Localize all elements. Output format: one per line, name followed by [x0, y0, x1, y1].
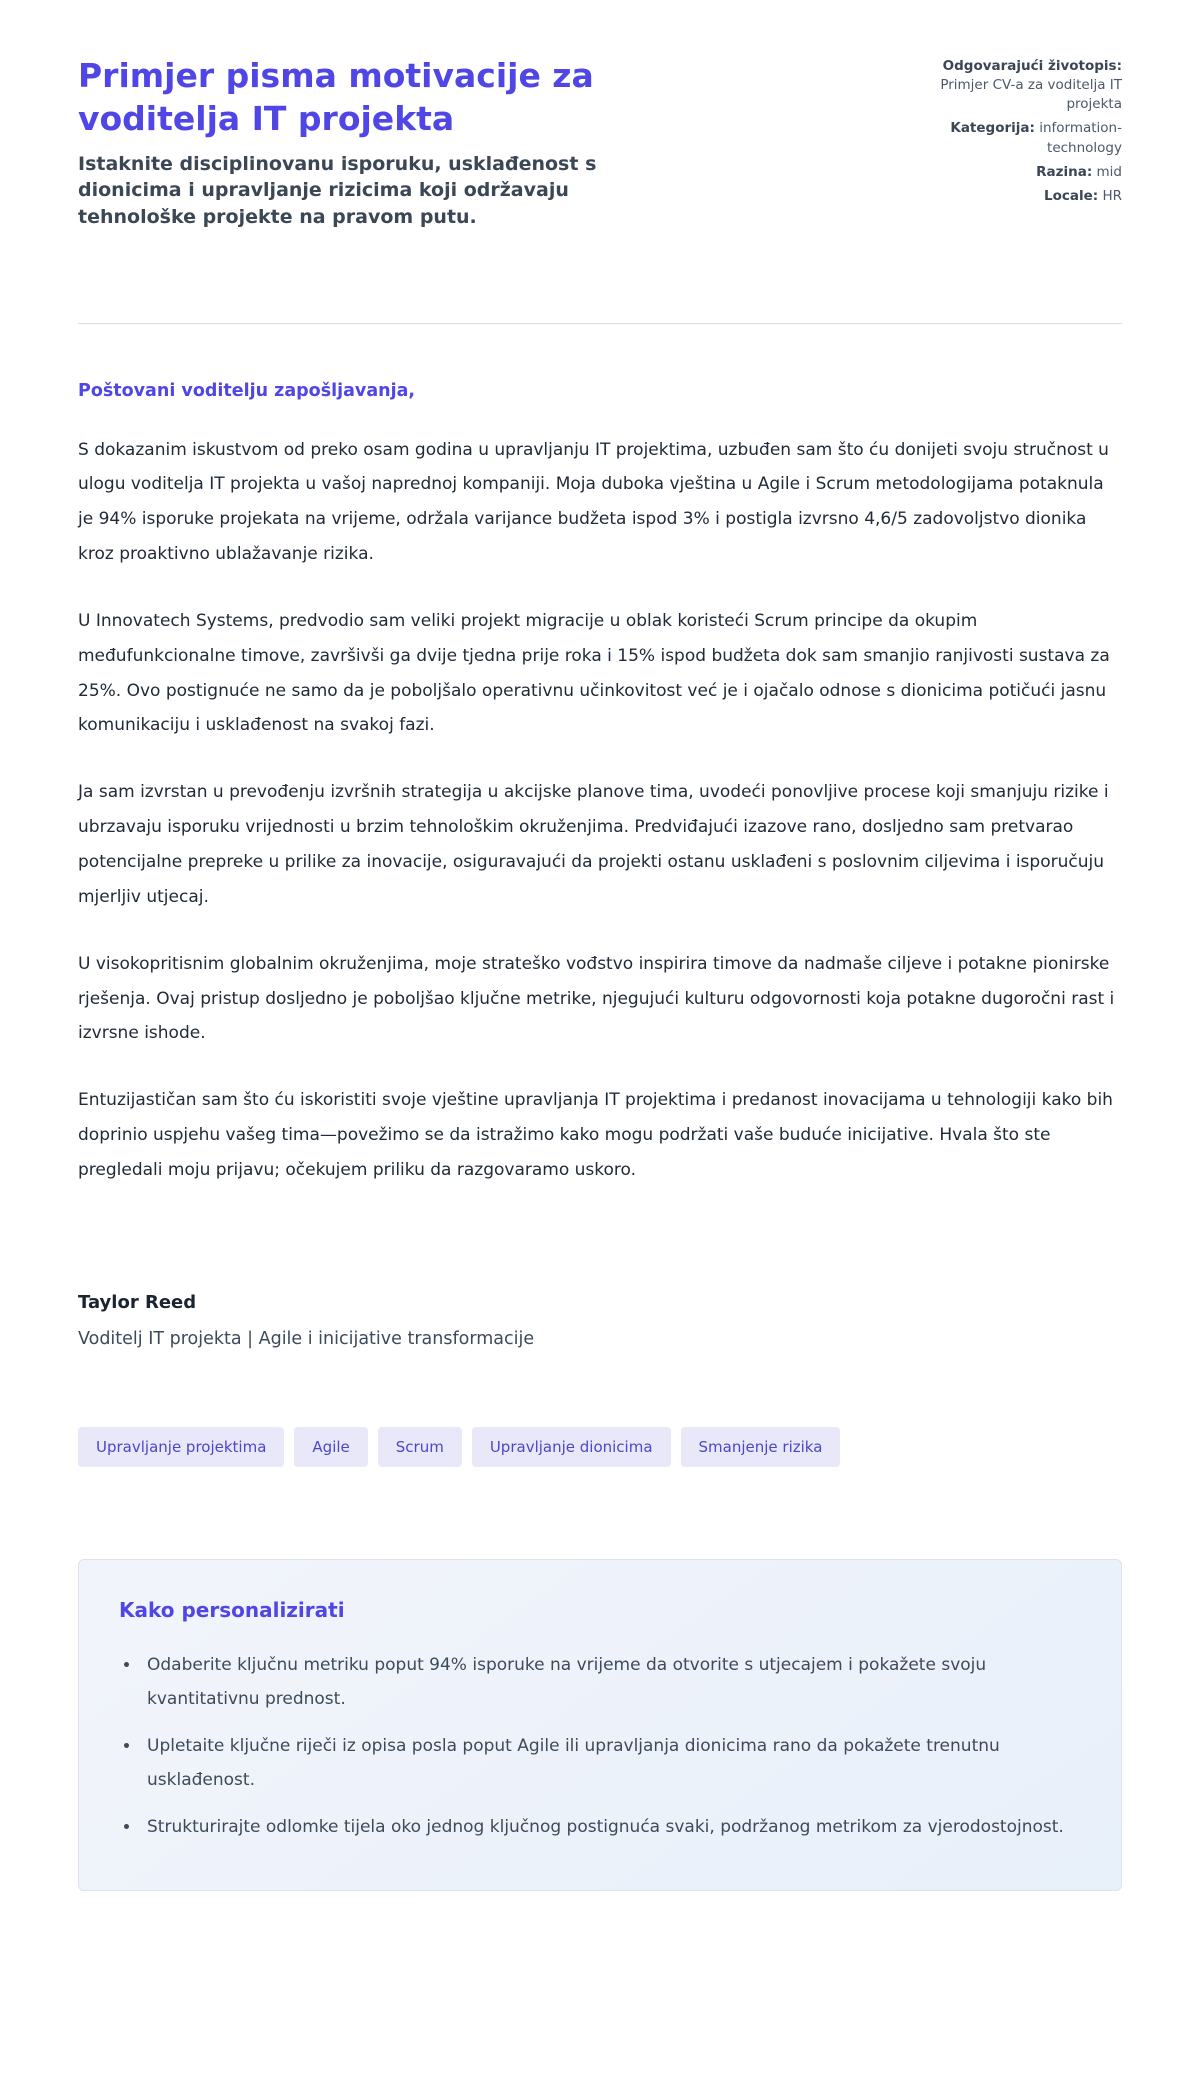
letter-greeting: Poštovani voditelju zapošljavanja,: [78, 380, 416, 401]
tag-chip-risk-reduction[interactable]: Smanjenje rizika: [681, 1427, 841, 1467]
letter-body: [78, 381, 1122, 1349]
tip-item-2: • Upletaite ključne riječi iz opisa posla poput Agile ili upravljanja dionicima rano da pokažete trenutnu usklađenost.: [141, 1729, 1081, 1797]
meta-locale: [922, 187, 1122, 206]
letter-paragraph-2: U Innovatech Systems, predvodio sam veliki projekt migracije u oblak koristeći Scrum principe da okupim međufunkcionalne timove, završivši ga dvije tjedna prije roka i 15% ispod budžeta dok sam smanjio ranjivosti sustava za 25%. Ovo postignuće ne samo da je poboljšalo operativnu učinkovitost već je i ojačalo odnose s dionicima potičući jasnu komunikaciju i usklađenost na svakoj fazi.: [78, 610, 1110, 736]
header-title-block: [78, 55, 678, 231]
meta-label: Odgovarajući životopis:: [942, 58, 1122, 74]
meta-label: Razina:: [1036, 163, 1093, 180]
page-subtitle: Istaknite disciplinovanu isporuku, usklađenost s dionicima i upravljanje rizicima koji održavaju tehnološke projekte na pravom putu.: [78, 152, 597, 228]
signature-name: Taylor Reed: [78, 1291, 197, 1313]
letter-paragraph-4: U visokopritisnim globalnim okruženjima, moje strateško vođstvo inspirira timove da nadmaše ciljeve i potakne pionirske rješenja. Ovaj pristup dosljedno je poboljšao ključne metrike, njegujući kulturu odgovornosti koja potakne dugoročni rast i izvrsne ishode.: [78, 953, 1115, 1044]
personalization-tips-box: [78, 1559, 1122, 1891]
tip-item-3: • Strukturirajte odlomke tijela oko jednog ključnog postignuća svaki, podržanog metrikom za vjerodostojnost.: [141, 1810, 1081, 1844]
page-header: [78, 55, 1122, 231]
tips-title: Kako personalizirati: [119, 1597, 345, 1622]
tip-item-1: • Odaberite ključnu metriku poput 94% isporuke na vrijeme da otvorite s utjecajem i pokažete svoju kvantitativnu prednost.: [141, 1648, 1081, 1716]
meta-matching-resume: [922, 57, 1122, 114]
tag-chip-scrum[interactable]: Scrum: [378, 1427, 462, 1467]
meta-value: mid: [1096, 163, 1122, 180]
letter-paragraph-5: Entuzijastičan sam što ću iskoristiti svoje vještine upravljanja IT projektima i predanost inovacijama u tehnologiji kako bih doprinio uspjehu vašeg tima—povežimo se da istražimo kako mogu podržati vaše buduće inicijative. Hvala što ste pregledali moju prijavu; očekujem priliku da razgovaramo uskoro.: [78, 1090, 1113, 1180]
meta-value: Primjer CV-a za voditelja IT projekta: [940, 77, 1122, 113]
meta-panel: [922, 57, 1122, 211]
tag-chip-agile[interactable]: Agile: [294, 1427, 367, 1467]
tag-list: [78, 1427, 1122, 1467]
meta-value: information-technology: [1039, 120, 1122, 156]
header-divider: [78, 323, 1122, 324]
tag-chip-project-management[interactable]: Upravljanje projektima: [78, 1427, 284, 1467]
tips-list: [119, 1648, 1081, 1844]
letter-paragraph-3: Ja sam izvrstan u prevođenju izvršnih strategija u akcijske planove tima, uvodeći ponovljive procese koji smanjuju rizike i ubrzavaju isporuku vrijednosti u brzim tehnološkim okruženjima. Predviđajući izazove rano, dosljedno sam pretvarao potencijalne prepreke u prilike za inovacije, osiguravajući da projekti ostanu usklađeni s poslovnim ciljevima i isporučuju mjerljiv utjecaj.: [78, 782, 1109, 907]
letter-paragraph-1: S dokazanim iskustvom od preko osam godina u upravljanju IT projektima, uzbuđen sam što ću donijeti svoju stručnost u ulogu voditelja IT projekta u vašoj naprednoj kompaniji. Moja duboka vještina u Agile i Scrum metodologijama potaknula je 94% isporuke projekata na vrijeme, održala varijance budžeta ispod 3% i postigla izvrsno 4,6/5 zadovoljstvo dionika kroz proaktivno ublažavanje rizika.: [78, 439, 1109, 565]
meta-category: [922, 119, 1122, 157]
meta-value: HR: [1102, 187, 1122, 204]
meta-label: Kategorija:: [950, 120, 1035, 137]
signature-role: Voditelj IT projekta | Agile i inicijative transformacije: [78, 1328, 535, 1349]
meta-level: [922, 163, 1122, 182]
page-title: Primjer pisma motivacije za voditelja IT projekta: [78, 56, 594, 138]
tag-chip-stakeholder-management[interactable]: Upravljanje dionicima: [472, 1427, 671, 1467]
meta-label: Locale:: [1043, 187, 1099, 204]
